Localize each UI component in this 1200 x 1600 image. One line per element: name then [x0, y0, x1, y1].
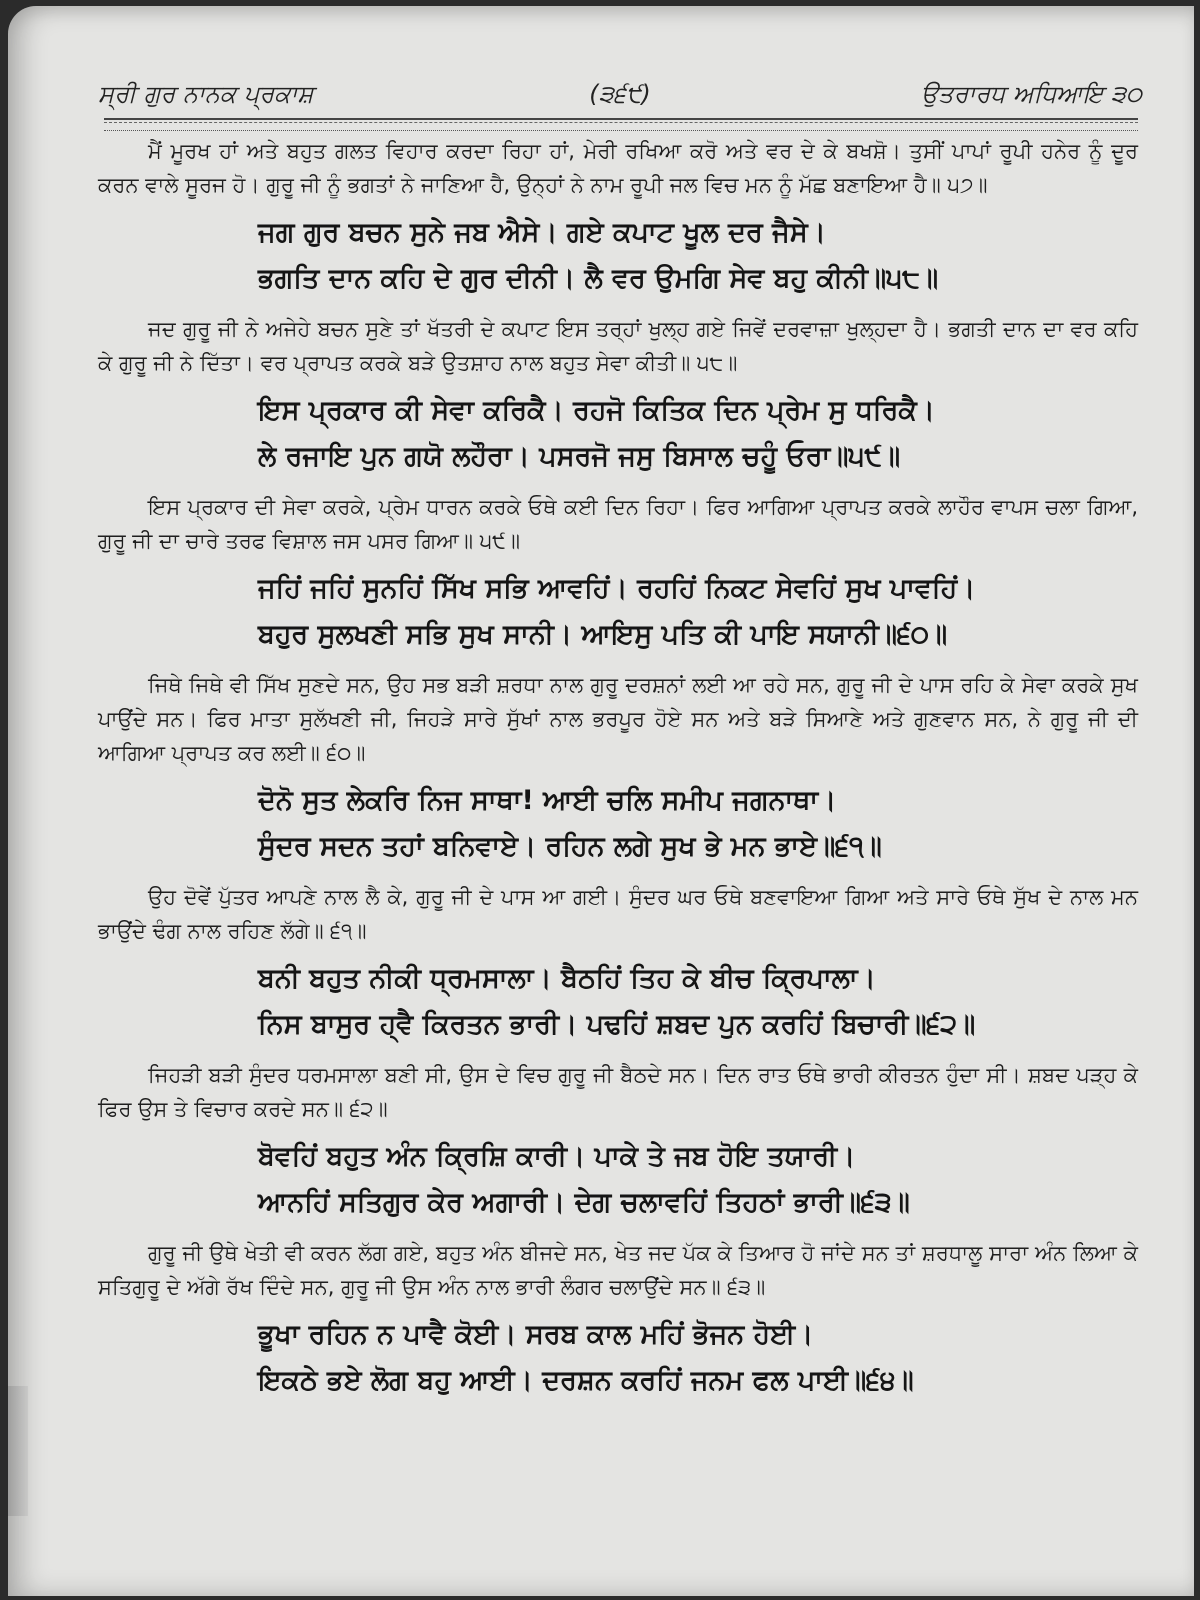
verse-stanza — [98, 1312, 1138, 1404]
verse-line: ਜਗ ਗੁਰ ਬਚਨ ਸੁਨੇ ਜਬ ਐਸੇ। ਗਏ ਕਪਾਟ ਖੂਲ ਦਰ ਜੈਸੇ। — [258, 217, 826, 248]
verse-line: ਲੇ ਰਜਾਇ ਪੁਨ ਗਯੋ ਲਹੌਰਾ। ਪਸਰਜੋ ਜਸੁ ਬਿਸਾਲ ਚਹੂੰ ਓਰਾ॥੫੯॥ — [258, 441, 901, 472]
verse-line: ਇਕਠੇ ਭਏ ਲੋਗ ਬਹੁ ਆਈ। ਦਰਸ਼ਨ ਕਰਹਿਂ ਜਨਮ ਫਲ ਪਾਈ॥੬੪॥ — [258, 1365, 914, 1396]
verse-stanza — [98, 1134, 1138, 1226]
verse-stanza — [98, 566, 1138, 658]
verse-line: ਬਨੀ ਬਹੁਤ ਨੀਕੀ ਧ੍ਰਮਸਾਲਾ। ਬੈਠਹਿਂ ਤਿਹ ਕੇ ਬੀਚ ਕ੍ਰਿਪਾਲਾ। — [258, 963, 876, 994]
book-page — [8, 6, 1194, 1596]
verse-line: ਇਸ ਪ੍ਰਕਾਰ ਕੀ ਸੇਵਾ ਕਰਿਕੈ। ਰਹਜੋ ਕਿਤਿਕ ਦਿਨ ਪ੍ਰੇਮ ਸੁ ਧਰਿਕੈ। — [258, 395, 935, 426]
page-header — [98, 74, 1142, 114]
prose-paragraph: ਉਹ ਦੋਵੇਂ ਪੁੱਤਰ ਆਪਣੇ ਨਾਲ ਲੈ ਕੇ, ਗੁਰੂ ਜੀ ਦੇ ਪਾਸ ਆ ਗਈ। ਸੁੰਦਰ ਘਰ ਓਥੇ ਬਣਵਾਇਆ ਗਿਆ ਅਤੇ ਸਾਰੇ ਓਥੇ ਸੁੱਖ ਦੇ ਨਾਲ ਮਨ ਭਾਉਂਦੇ ਢੰਗ ਨਾਲ ਰਹਿਣ ਲੱਗੇ॥ ੬੧॥ — [98, 885, 1138, 943]
prose-paragraph: ਮੈਂ ਮੂਰਖ ਹਾਂ ਅਤੇ ਬਹੁਤ ਗਲਤ ਵਿਹਾਰ ਕਰਦਾ ਰਿਹਾ ਹਾਂ, ਮੇਰੀ ਰਖਿਆ ਕਰੋ ਅਤੇ ਵਰ ਦੇ ਕੇ ਬਖਸ਼ੋ। ਤੁਸੀਂ ਪਾਪਾਂ ਰੂਪੀ ਹਨੇਰ ਨੂੰ ਦੂਰ ਕਰਨ ਵਾਲੇ ਸੂਰਜ ਹੋ। ਗੁਰੂ ਜੀ ਨੂੰ ਭਗਤਾਂ ਨੇ ਜਾਣਿਆ ਹੈ, ਉਨ੍ਹਾਂ ਨੇ ਨਾਮ ਰੂਪੀ ਜਲ ਵਿਚ ਮਨ ਨੂੰ ਮੱਛ ਬਣਾਇਆ ਹੈ॥ ੫੭॥ — [98, 139, 1138, 197]
header-ornament-rule — [104, 118, 1138, 131]
verse-line: ਬਹੁਰ ਸੁਲਖਣੀ ਸਭਿ ਸੁਖ ਸਾਨੀ। ਆਇਸੁ ਪਤਿ ਕੀ ਪਾਇ ਸਯਾਨੀ॥੬੦॥ — [258, 619, 948, 650]
verse-line: ਆਨਹਿਂ ਸਤਿਗੁਰ ਕੇਰ ਅਗਾਰੀ। ਦੇਗ ਚਲਾਵਹਿਂ ਤਿਹਠਾਂ ਭਾਰੀ॥੬੩॥ — [258, 1187, 910, 1218]
prose-paragraph: ਜਿਹੜੀ ਬੜੀ ਸੁੰਦਰ ਧਰਮਸਾਲਾ ਬਣੀ ਸੀ, ਉਸ ਦੇ ਵਿਚ ਗੁਰੂ ਜੀ ਬੈਠਦੇ ਸਨ। ਦਿਨ ਰਾਤ ਓਥੇ ਭਾਰੀ ਕੀਰਤਨ ਹੁੰਦਾ ਸੀ। ਸ਼ਬਦ ਪੜ੍ਹ ਕੇ ਫਿਰ ਉਸ ਤੇ ਵਿਚਾਰ ਕਰਦੇ ਸਨ॥ ੬੨॥ — [98, 1063, 1138, 1121]
prose-paragraph: ਜਿਥੇ ਜਿਥੇ ਵੀ ਸਿੱਖ ਸੁਣਦੇ ਸਨ, ਉਹ ਸਭ ਬੜੀ ਸ਼ਰਧਾ ਨਾਲ ਗੁਰੂ ਦਰਸ਼ਨਾਂ ਲਈ ਆ ਰਹੇ ਸਨ, ਗੁਰੂ ਜੀ ਦੇ ਪਾਸ ਰਹਿ ਕੇ ਸੇਵਾ ਕਰਕੇ ਸੁਖ ਪਾਉਂਦੇ ਸਨ। ਫਿਰ ਮਾਤਾ ਸੁਲੱਖਣੀ ਜੀ, ਜਿਹੜੇ ਸਾਰੇ ਸੁੱਖਾਂ ਨਾਲ ਭਰਪੂਰ ਹੋਏ ਸਨ ਅਤੇ ਬੜੇ ਸਿਆਣੇ ਅਤੇ ਗੁਣਵਾਨ ਸਨ, ਨੇ ਗੁਰੂ ਜੀ ਦੀ ਆਗਿਆ ਪ੍ਰਾਪਤ ਕਰ ਲਈ॥ ੬੦॥ — [98, 673, 1138, 765]
page-binding-edge — [8, 1386, 28, 1516]
verse-line: ਨਿਸ ਬਾਸੁਰ ਹ੍ਵੈ ਕਿਰਤਨ ਭਾਰੀ। ਪਢਹਿਂ ਸ਼ਬਦ ਪੁਨ ਕਰਹਿਂ ਬਿਚਾਰੀ॥੬੨॥ — [258, 1009, 976, 1040]
page-number: (੩੬੯) — [589, 80, 651, 108]
verse-stanza — [98, 388, 1138, 480]
prose-paragraph: ਜਦ ਗੁਰੂ ਜੀ ਨੇ ਅਜੇਹੇ ਬਚਨ ਸੁਣੇ ਤਾਂ ਖੱਤਰੀ ਦੇ ਕਪਾਟ ਇਸ ਤਰ੍ਹਾਂ ਖੁਲ੍ਹ ਗਏ ਜਿਵੇਂ ਦਰਵਾਜ਼ਾ ਖੁਲ੍ਹਦਾ ਹੈ। ਭਗਤੀ ਦਾਨ ਦਾ ਵਰ ਕਹਿ ਕੇ ਗੁਰੂ ਜੀ ਨੇ ਦਿੱਤਾ। ਵਰ ਪ੍ਰਾਪਤ ਕਰਕੇ ਬੜੇ ਉਤਸ਼ਾਹ ਨਾਲ ਬਹੁਤ ਸੇਵਾ ਕੀਤੀ॥ ੫੮॥ — [98, 317, 1138, 375]
page-body — [98, 134, 1138, 1414]
verse-stanza — [98, 778, 1138, 870]
verse-line: ਸੁੰਦਰ ਸਦਨ ਤਹਾਂ ਬਨਿਵਾਏ। ਰਹਿਨ ਲਗੇ ਸੁਖ ਭੇ ਮਨ ਭਾਏ॥੬੧॥ — [258, 831, 882, 862]
verse-stanza — [98, 210, 1138, 302]
verse-line: ਜਹਿਂ ਜਹਿਂ ਸੁਨਹਿਂ ਸਿੱਖ ਸਭਿ ਆਵਹਿਂ। ਰਹਹਿਂ ਨਿਕਟ ਸੇਵਹਿਂ ਸੁਖ ਪਾਵਹਿਂ। — [258, 573, 976, 604]
chapter-label: ਉਤਰਾਰਧ ਅਧਿਆਇ ੩੦ — [920, 80, 1142, 108]
verse-line: ਭਗਤਿ ਦਾਨ ਕਹਿ ਦੇ ਗੁਰ ਦੀਨੀ। ਲੈ ਵਰ ਉਮਗਿ ਸੇਵ ਬਹੁ ਕੀਨੀ॥੫੮॥ — [258, 263, 939, 294]
verse-line: ਭੂਖਾ ਰਹਿਨ ਨ ਪਾਵੈ ਕੋਈ। ਸਰਬ ਕਾਲ ਮਹਿਂ ਭੋਜਨ ਹੋਈ। — [258, 1319, 814, 1350]
verse-stanza — [98, 956, 1138, 1048]
verse-line: ਬੋਵਹਿਂ ਬਹੁਤ ਅੰਨ ਕ੍ਰਿਸ਼ਿ ਕਾਰੀ। ਪਾਕੇ ਤੇ ਜਬ ਹੋਇ ਤਯਾਰੀ। — [258, 1141, 856, 1172]
prose-paragraph: ਇਸ ਪ੍ਰਕਾਰ ਦੀ ਸੇਵਾ ਕਰਕੇ, ਪ੍ਰੇਮ ਧਾਰਨ ਕਰਕੇ ਓਥੇ ਕਈ ਦਿਨ ਰਿਹਾ। ਫਿਰ ਆਗਿਆ ਪ੍ਰਾਪਤ ਕਰਕੇ ਲਾਹੌਰ ਵਾਪਸ ਚਲਾ ਗਿਆ, ਗੁਰੂ ਜੀ ਦਾ ਚਾਰੇ ਤਰਫ ਵਿਸ਼ਾਲ ਜਸ ਪਸਰ ਗਿਆ॥ ੫੯॥ — [98, 495, 1138, 553]
verse-line: ਦੋਨੋ ਸੁਤ ਲੇਕਰਿ ਨਿਜ ਸਾਥਾ! ਆਈ ਚਲਿ ਸਮੀਪ ਜਗਨਾਥਾ। — [258, 785, 837, 816]
book-title: ਸ੍ਰੀ ਗੁਰ ਨਾਨਕ ਪ੍ਰਕਾਸ਼ — [98, 80, 314, 108]
prose-paragraph: ਗੁਰੂ ਜੀ ਉਥੇ ਖੇਤੀ ਵੀ ਕਰਨ ਲੱਗ ਗਏ, ਬਹੁਤ ਅੰਨ ਬੀਜਦੇ ਸਨ, ਖੇਤ ਜਦ ਪੱਕ ਕੇ ਤਿਆਰ ਹੋ ਜਾਂਦੇ ਸਨ ਤਾਂ ਸ਼ਰਧਾਲੂ ਸਾਰਾ ਅੰਨ ਲਿਆ ਕੇ ਸਤਿਗੁਰੂ ਦੇ ਅੱਗੇ ਰੱਖ ਦਿੰਦੇ ਸਨ, ਗੁਰੂ ਜੀ ਉਸ ਅੰਨ ਨਾਲ ਭਾਰੀ ਲੰਗਰ ਚਲਾਉਂਦੇ ਸਨ॥ ੬੩॥ — [98, 1241, 1138, 1299]
